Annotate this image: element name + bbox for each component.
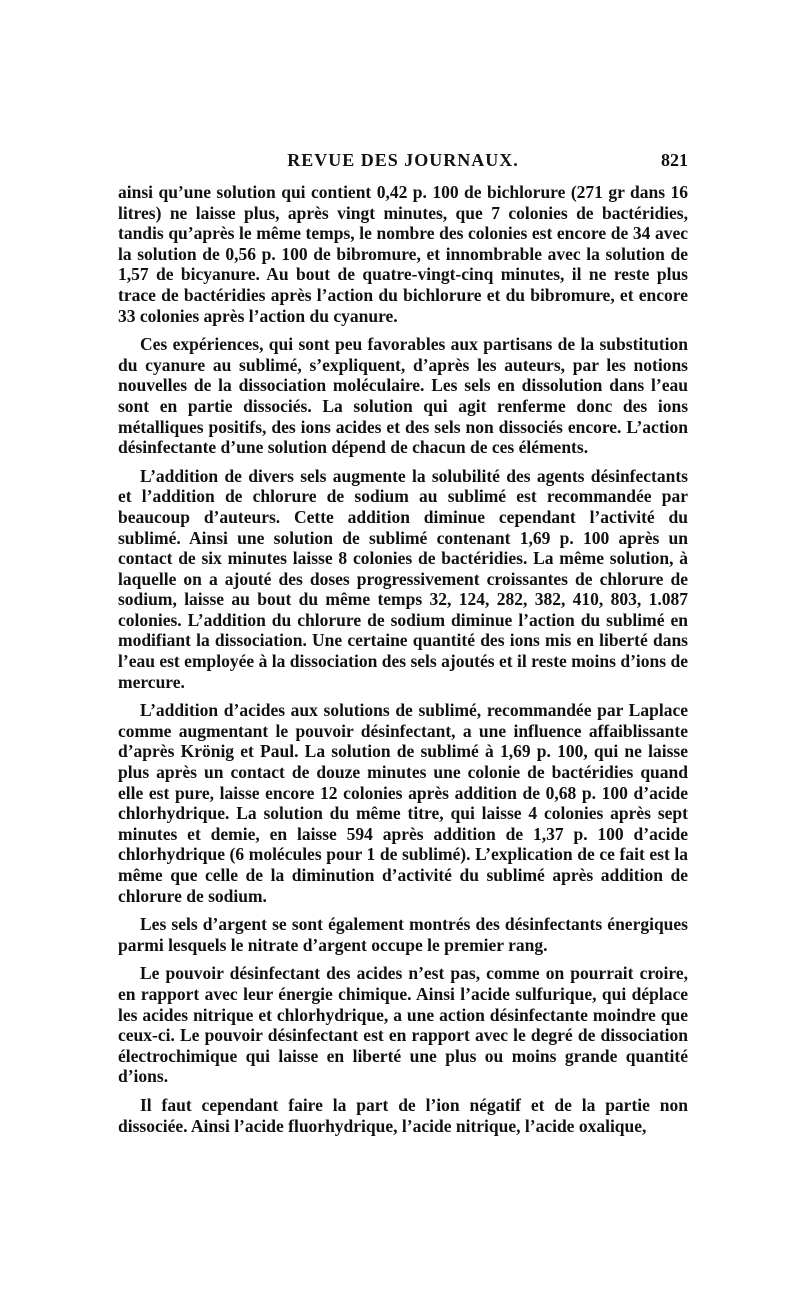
paragraph: Les sels d’argent se sont également montrés des désinfectants énergiques parmi lesquels le nitrate d’argent occupe le premier rang. bbox=[118, 914, 688, 955]
paragraph: Le pouvoir désinfectant des acides n’est pas, comme on pourrait croire, en rapport avec leur énergie chimique. Ainsi l’acide sulfurique, qui déplace les acides nitrique et chlorhydrique, a une action désinfectante moindre que ceux-ci. Le pouvoir désinfectant est en rapport avec le degré de dissociation électrochimique qui laisse en liberté une plus ou moins grande quantité d’ions. bbox=[118, 963, 688, 1087]
paragraph: Il faut cependant faire la part de l’ion négatif et de la partie non dissociée. Ainsi l’acide fluorhydrique, l’acide nitrique, l’acide oxalique, bbox=[118, 1094, 688, 1136]
paragraph: L’addition de divers sels augmente la solubilité des agents désinfectants et l’addition de chlorure de sodium au sublimé est recommandée par beaucoup d’auteurs. Cette addition diminue cependant l’activité du sublimé. Ainsi une solution de sublimé contenant 1,69 p. 100 après un contact de six minutes laisse 8 colonies de bactéridies. La même solution, à laquelle on a ajouté des doses progressivement croissantes de chlorure de sodium, laisse au bout du même temps 32, 124, 282, 382, 410, 803, 1.087 colonies. L’addition du chlorure de sodium diminue l’action du sublimé en modifiant la dissociation. Une certaine quantité des ions mis en liberté dans l’eau est employée à la dissociation des sels ajoutés et il reste moins d’ions de mercure. bbox=[118, 465, 688, 692]
page-number: 821 bbox=[661, 150, 688, 170]
article-body bbox=[118, 182, 688, 1144]
paragraph: L’addition d’acides aux solutions de sublimé, recommandée par Laplace comme augmentant le pouvoir désinfectant, a une influence affaiblissante d’après Krönig et Paul. La solution de sublimé à 1,69 p. 100, qui ne laisse plus après un contact de douze minutes une colonie de bactéridies quand elle est pure, laisse encore 12 colonies après addition de 0,68 p. 100 d’acide chlorhydrique. La solution du même titre, qui laisse 4 colonies après sept minutes et demie, en laisse 594 après addition de 1,37 p. 100 d’acide chlorhydrique (6 molécules pour 1 de sublimé). L’explication de ce fait est la même que celle de la diminution d’activité du sublimé après addition de chlorure de sodium. bbox=[118, 700, 688, 906]
running-title: REVUE DES JOURNAUX. bbox=[287, 150, 519, 170]
paragraph: ainsi qu’une solution qui contient 0,42 p. 100 de bichlorure (271 gr dans 16 litres) ne laisse plus, après vingt minutes, que 7 colonies de bactéridies, tandis qu’après le même temps, le nombre des colonies est encore de 34 avec la solution de 0,56 p. 100 de bibromure, et innombrable avec la solution de 1,57 de bicyanure. Au bout de quatre-vingt-cinq minutes, il ne reste plus trace de bactéridies après l’action du bichlorure et du bibromure, et encore 33 colonies après l’action du cyanure. bbox=[118, 182, 688, 326]
paragraph: Ces expériences, qui sont peu favorables aux partisans de la substitution du cyanure au sublimé, s’expliquent, d’après les auteurs, par les notions nouvelles de la dissociation moléculaire. Les sels en dissolution dans l’eau sont en partie dissociés. La solution qui agit renferme donc des ions métalliques positifs, des ions acides et des sels non dissociés encore. L’action désinfectante d’une solution dépend de chacun de ces éléments. bbox=[118, 334, 688, 458]
page-header bbox=[118, 150, 688, 178]
